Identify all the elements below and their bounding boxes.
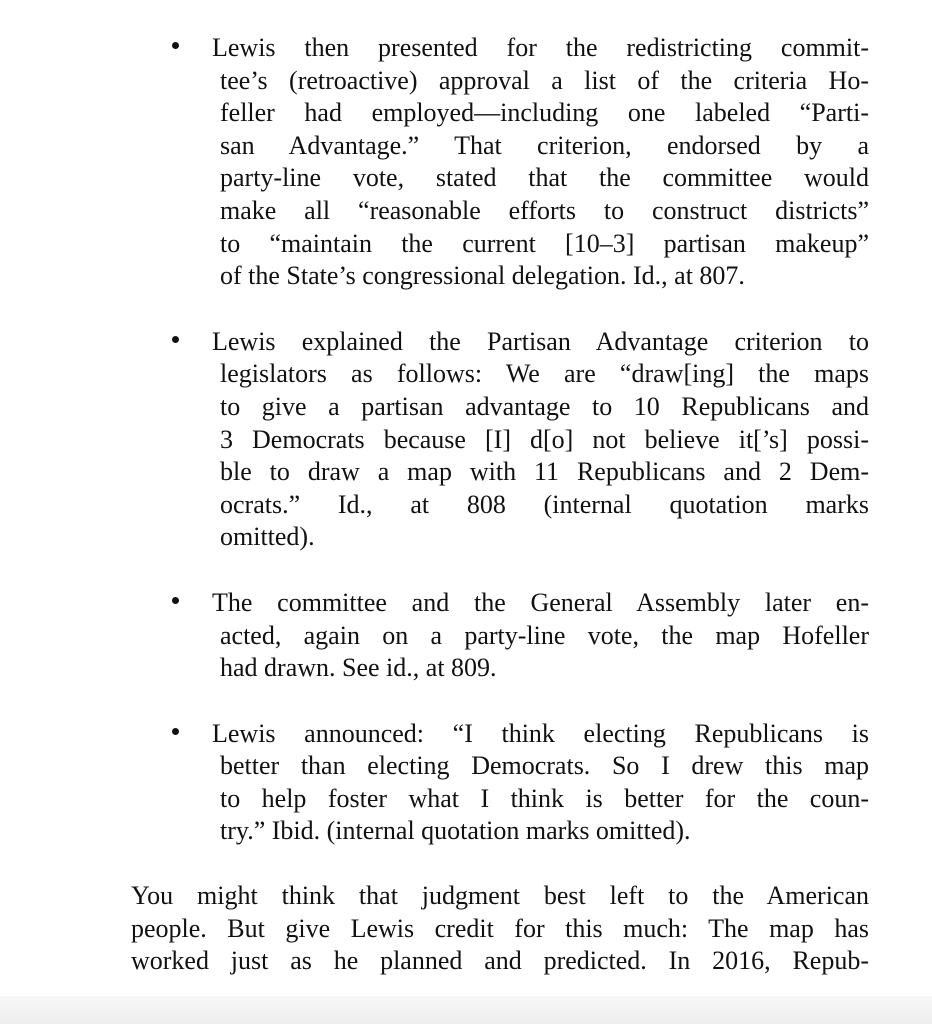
list-item	[172, 32, 869, 293]
bullet-list	[172, 32, 869, 848]
text-line: Lewis explained the Partisan Advantage criterion to	[212, 326, 869, 356]
text-line: tee’s (retroactive) approval a list of the criteria Ho-	[220, 65, 869, 95]
text-line: make all “reasonable efforts to construct districts”	[220, 195, 869, 225]
text-line: Lewis announced: “I think electing Republicans is	[212, 718, 869, 748]
text-line: You might think that judgment best left to the American	[131, 881, 869, 910]
text-line: to “maintain the current [10–3] partisan makeup”	[220, 228, 869, 258]
text-line: The committee and the General Assembly later en-	[212, 587, 869, 617]
text-line: legislators as follows: We are “draw[ing] the maps	[220, 359, 869, 389]
bullet-icon	[172, 597, 179, 604]
bullet-icon	[172, 42, 179, 49]
list-item	[172, 326, 869, 554]
text-line: had drawn. See id., at 809.	[220, 653, 497, 683]
text-line: better than electing Democrats. So I drew this map	[220, 751, 869, 781]
bullet-text	[212, 587, 869, 685]
bullet-text	[212, 32, 869, 293]
text-line: san Advantage.” That criterion, endorsed by a	[220, 130, 869, 160]
bullet-text	[212, 326, 869, 554]
bullet-icon	[172, 336, 179, 343]
page-bottom-shade	[0, 996, 932, 1024]
text-line: omitted).	[220, 522, 315, 552]
spacer	[172, 685, 869, 718]
text-line: worked just as he planned and predicted. In 2016, Repub-	[131, 946, 869, 976]
list-item	[172, 718, 869, 848]
text-line: ble to draw a map with 11 Republicans and 2 Dem-	[220, 457, 869, 487]
spacer	[172, 554, 869, 587]
text-line: acted, again on a party-line vote, the map Hofeller	[220, 620, 869, 650]
text-line: party-line vote, stated that the committee would	[220, 163, 869, 193]
text-line: people. But give Lewis credit for this much: The map has	[131, 913, 869, 943]
text-line: to give a partisan advantage to 10 Republicans and	[220, 391, 869, 421]
text-line: 3 Democrats because [I] d[o] not believe it[’s] possi-	[220, 424, 869, 454]
text-line: to help foster what I think is better for the coun-	[220, 783, 869, 813]
bullet-text	[212, 718, 869, 848]
text-line: Lewis then presented for the redistricting commit-	[212, 33, 869, 62]
text-line: ocrats.” Id., at 808 (internal quotation marks	[220, 489, 869, 519]
text-line: of the State’s congressional delegation. Id., at 807.	[220, 261, 745, 291]
spacer	[172, 293, 869, 326]
text-line: try.” Ibid. (internal quotation marks omitted).	[220, 816, 691, 846]
body-paragraph	[131, 880, 869, 978]
bullet-icon	[172, 728, 179, 735]
list-item	[172, 587, 869, 685]
text-line: feller had employed—including one labeled “Parti-	[220, 98, 869, 128]
